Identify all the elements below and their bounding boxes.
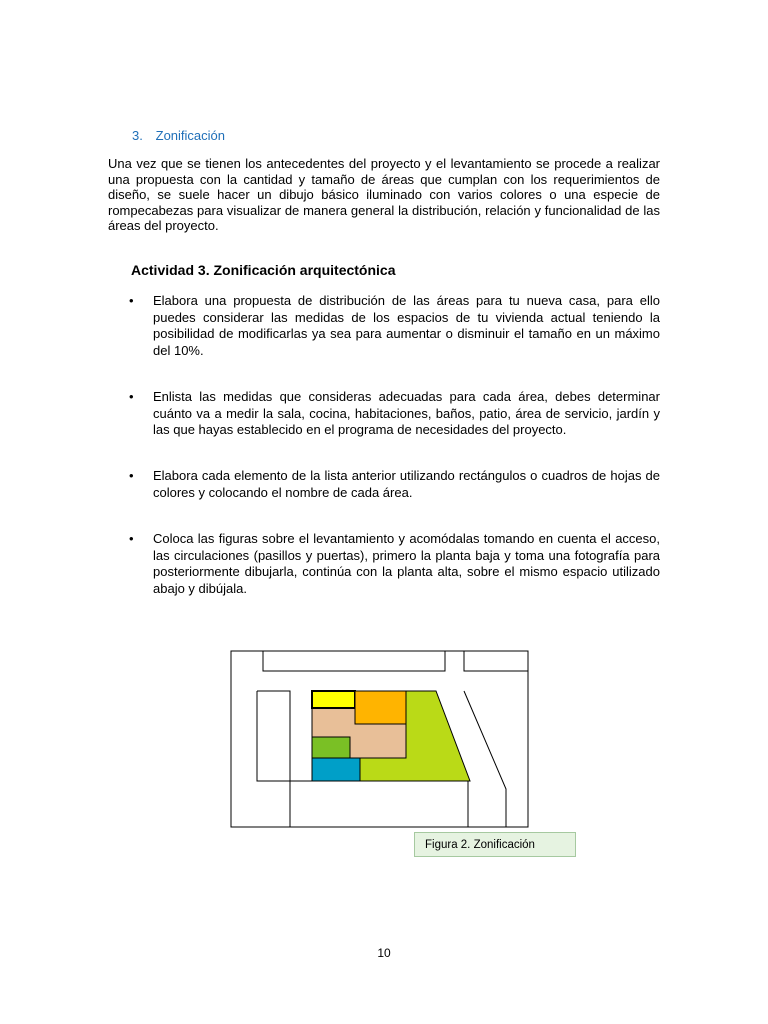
zoning-figure bbox=[230, 650, 530, 830]
page-number: 10 bbox=[377, 946, 391, 960]
figure-caption: Figura 2. Zonificación bbox=[414, 832, 576, 857]
zone-blue bbox=[312, 758, 360, 781]
section-heading bbox=[132, 128, 225, 143]
bullet-item: • Coloca las figuras sobre el levantamiento y acomódalas tomando en cuenta el acceso, las circulaciones (pasillos y puertas), primero la planta baja y toma una fotografía para posteriormente dibujarla, continúa con la planta alta, sobre el mismo espacio utilizado abajo y dibújala. bbox=[153, 531, 660, 597]
section-number: 3. bbox=[132, 128, 143, 143]
activity-title: Actividad 3. Zonificación arquitectónica bbox=[131, 262, 396, 278]
zone-orange bbox=[355, 691, 406, 724]
zone-yellow bbox=[312, 691, 355, 708]
bullet-item: • Enlista las medidas que consideras adecuadas para cada área, debes determinar cuánto va a medir la sala, cocina, habitaciones, baños, patio, área de servicio, jardín y las que hayas establecido en el programa de necesidades del proyecto. bbox=[153, 389, 660, 439]
bullet-item: • Elabora una propuesta de distribución de las áreas para tu nueva casa, para ello puedes considerar las medidas de los espacios de tu vivienda actual teniendo la posibilidad de modificarlas ya sea para aumentar o disminuir el tamaño en un máximo del 10%. bbox=[153, 293, 660, 359]
intro-paragraph: Una vez que se tienen los antecedentes del proyecto y el levantamiento se procede a realizar una propuesta con la cantidad y tamaño de áreas que cumplan con los requerimientos de diseño, se suele hacer un dibujo básico iluminado con varios colores o una especie de rompecabezas para visualizar de manera general la distribución, relación y funcionalidad de las áreas del proyecto. bbox=[108, 156, 660, 233]
section-title: Zonificación bbox=[155, 128, 225, 143]
bullet-item: • Elabora cada elemento de la lista anterior utilizando rectángulos o cuadros de hojas de colores y colocando el nombre de cada área. bbox=[153, 468, 660, 501]
zone-green bbox=[312, 737, 350, 758]
